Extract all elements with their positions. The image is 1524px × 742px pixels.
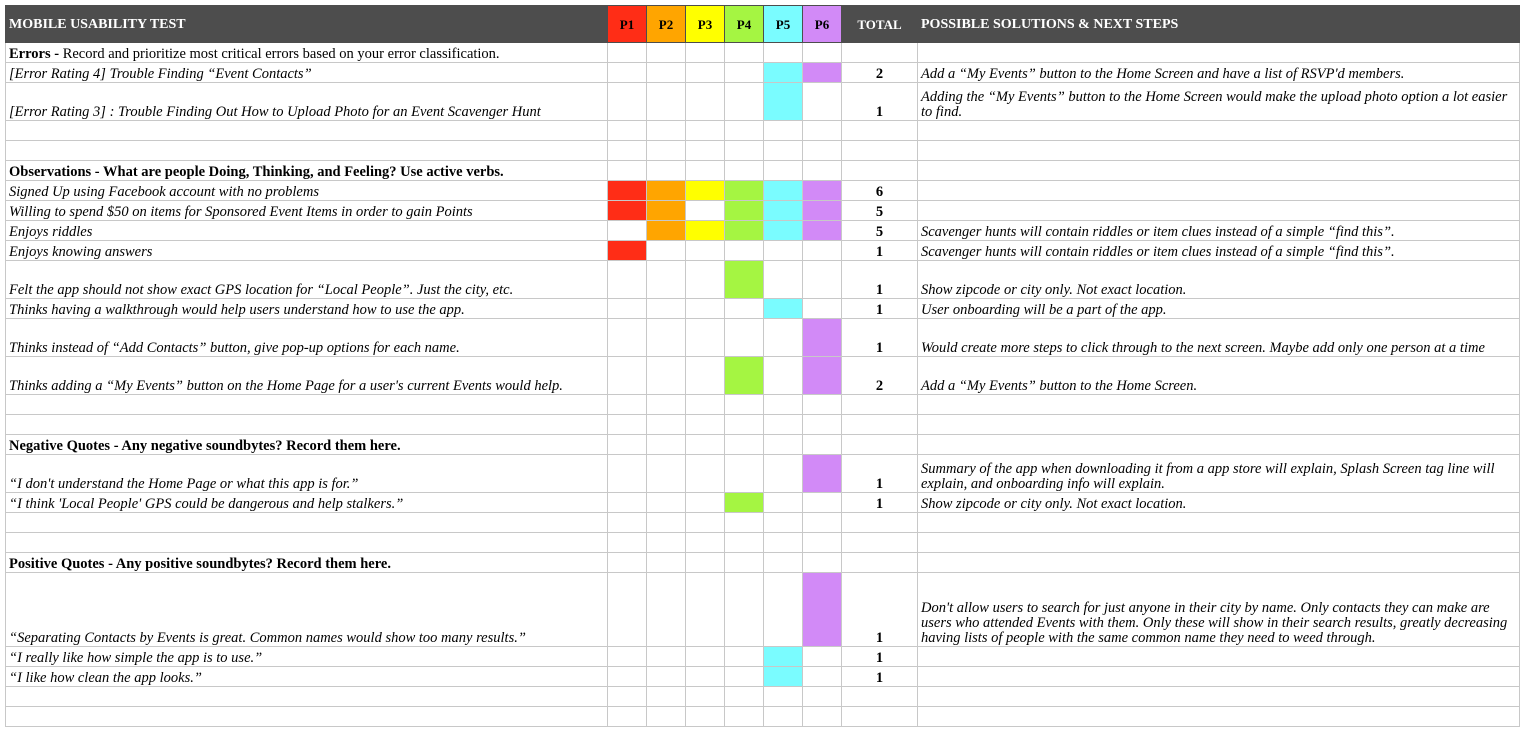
- table-row: [6, 667, 1520, 687]
- observation-label: Willing to spend $50 on items for Sponsored Event Items in order to gain Points: [6, 201, 608, 221]
- participant-mark-p4: [725, 181, 764, 201]
- participant-mark-p2: [647, 83, 686, 121]
- empty-cell: [686, 533, 725, 553]
- empty-cell: [608, 435, 647, 455]
- table-row: [6, 241, 1520, 261]
- participant-mark-p2: [647, 221, 686, 241]
- empty-cell: [918, 43, 1520, 63]
- participant-header-p4: P4: [725, 6, 764, 43]
- section-row: [6, 435, 1520, 455]
- empty-cell: [764, 415, 803, 435]
- participant-mark-p5: [764, 319, 803, 357]
- empty-cell: [918, 435, 1520, 455]
- solution-text: Scavenger hunts will contain riddles or item clues instead of a simple “find this”.: [918, 241, 1520, 261]
- participant-mark-p5: [764, 221, 803, 241]
- empty-cell: [686, 553, 725, 573]
- row-total: 1: [842, 667, 918, 687]
- participant-mark-p1: [608, 201, 647, 221]
- empty-cell: [686, 161, 725, 181]
- empty-cell: [803, 121, 842, 141]
- participant-mark-p3: [686, 299, 725, 319]
- participant-mark-p1: [608, 241, 647, 261]
- empty-cell: [764, 707, 803, 727]
- observation-label: [Error Rating 4] Trouble Finding “Event Contacts”: [6, 63, 608, 83]
- participant-mark-p4: [725, 573, 764, 647]
- participant-mark-p3: [686, 667, 725, 687]
- participant-mark-p6: [803, 493, 842, 513]
- empty-cell: [6, 533, 608, 553]
- empty-cell: [764, 687, 803, 707]
- empty-cell: [803, 435, 842, 455]
- empty-cell: [647, 161, 686, 181]
- row-total: 2: [842, 63, 918, 83]
- solution-text: Don't allow users to search for just anyone in their city by name. Only contacts they can make are users who attended Events with them. Only these will show in their search results, greatly decreasing having lists of people with the same common name they need to weed through.: [918, 573, 1520, 647]
- empty-cell: [608, 121, 647, 141]
- participant-mark-p5: [764, 455, 803, 493]
- empty-cell: [918, 395, 1520, 415]
- participant-mark-p2: [647, 241, 686, 261]
- table-row: [6, 299, 1520, 319]
- empty-cell: [647, 687, 686, 707]
- empty-cell: [725, 121, 764, 141]
- participant-mark-p3: [686, 241, 725, 261]
- observation-label: “I don't understand the Home Page or what this app is for.”: [6, 455, 608, 493]
- table-row: [6, 201, 1520, 221]
- empty-cell: [725, 513, 764, 533]
- empty-cell: [686, 415, 725, 435]
- empty-cell: [608, 533, 647, 553]
- empty-cell: [647, 553, 686, 573]
- section-title: Errors -: [9, 46, 63, 62]
- empty-cell: [6, 707, 608, 727]
- participant-mark-p6: [803, 181, 842, 201]
- section-description: What are people Doing, Thinking, and Feeling? Use active verbs.: [103, 164, 504, 180]
- participant-mark-p5: [764, 493, 803, 513]
- participant-mark-p5: [764, 201, 803, 221]
- empty-cell: [725, 553, 764, 573]
- observation-label: Felt the app should not show exact GPS location for “Local People”. Just the city, etc.: [6, 261, 608, 299]
- empty-cell: [803, 553, 842, 573]
- participant-mark-p4: [725, 647, 764, 667]
- total-header: TOTAL: [842, 6, 918, 43]
- participant-mark-p2: [647, 181, 686, 201]
- participant-mark-p2: [647, 357, 686, 395]
- participant-mark-p5: [764, 573, 803, 647]
- section-label-cell: [6, 161, 608, 181]
- participant-mark-p4: [725, 319, 764, 357]
- empty-cell: [686, 687, 725, 707]
- empty-cell: [842, 513, 918, 533]
- row-total: 1: [842, 83, 918, 121]
- empty-cell: [764, 553, 803, 573]
- empty-cell: [764, 513, 803, 533]
- participant-mark-p5: [764, 181, 803, 201]
- participant-mark-p4: [725, 455, 764, 493]
- section-label-cell: [6, 43, 608, 63]
- participant-mark-p2: [647, 299, 686, 319]
- empty-cell: [686, 707, 725, 727]
- empty-cell: [608, 43, 647, 63]
- participant-mark-p6: [803, 83, 842, 121]
- empty-cell: [725, 161, 764, 181]
- observation-label: [Error Rating 3] : Trouble Finding Out How to Upload Photo for an Event Scavenger Hunt: [6, 83, 608, 121]
- section-description: Any negative soundbytes? Record them here.: [121, 438, 401, 454]
- solution-text: Scavenger hunts will contain riddles or item clues instead of a simple “find this”.: [918, 221, 1520, 241]
- observation-label: Enjoys knowing answers: [6, 241, 608, 261]
- empty-cell: [918, 707, 1520, 727]
- solution-text: Add a “My Events” button to the Home Screen and have a list of RSVP'd members.: [918, 63, 1520, 83]
- solution-text: Adding the “My Events” button to the Home Screen would make the upload photo option a lot easier to find.: [918, 83, 1520, 121]
- empty-cell: [803, 513, 842, 533]
- blank-row: [6, 141, 1520, 161]
- empty-cell: [764, 161, 803, 181]
- participant-mark-p2: [647, 647, 686, 667]
- participant-mark-p5: [764, 647, 803, 667]
- empty-cell: [647, 141, 686, 161]
- participant-mark-p3: [686, 357, 725, 395]
- row-total: 5: [842, 221, 918, 241]
- empty-cell: [608, 141, 647, 161]
- table-row: [6, 181, 1520, 201]
- row-total: 1: [842, 261, 918, 299]
- empty-cell: [608, 395, 647, 415]
- participant-mark-p4: [725, 261, 764, 299]
- empty-cell: [6, 141, 608, 161]
- participant-mark-p4: [725, 493, 764, 513]
- participant-mark-p6: [803, 455, 842, 493]
- row-total: 6: [842, 181, 918, 201]
- observation-label: Thinks instead of “Add Contacts” button, give pop-up options for each name.: [6, 319, 608, 357]
- participant-mark-p5: [764, 299, 803, 319]
- row-total: 1: [842, 319, 918, 357]
- empty-cell: [686, 395, 725, 415]
- participant-mark-p1: [608, 455, 647, 493]
- solutions-header: POSSIBLE SOLUTIONS & NEXT STEPS: [918, 6, 1520, 43]
- participant-mark-p3: [686, 647, 725, 667]
- section-label-cell: [6, 553, 608, 573]
- participant-mark-p3: [686, 221, 725, 241]
- blank-row: [6, 707, 1520, 727]
- empty-cell: [842, 121, 918, 141]
- empty-cell: [764, 43, 803, 63]
- solution-text: Show zipcode or city only. Not exact location.: [918, 261, 1520, 299]
- empty-cell: [608, 553, 647, 573]
- participant-mark-p6: [803, 261, 842, 299]
- section-description: Record and prioritize most critical errors based on your error classification.: [62, 46, 500, 62]
- participant-mark-p4: [725, 667, 764, 687]
- blank-row: [6, 395, 1520, 415]
- empty-cell: [608, 513, 647, 533]
- participant-mark-p3: [686, 63, 725, 83]
- empty-cell: [918, 513, 1520, 533]
- participant-mark-p2: [647, 63, 686, 83]
- solution-text: Add a “My Events” button to the Home Screen.: [918, 357, 1520, 395]
- section-description: Any positive soundbytes? Record them here.: [115, 556, 391, 572]
- participant-mark-p5: [764, 667, 803, 687]
- empty-cell: [803, 415, 842, 435]
- empty-cell: [608, 687, 647, 707]
- row-total: 5: [842, 201, 918, 221]
- empty-cell: [842, 395, 918, 415]
- empty-cell: [842, 415, 918, 435]
- solution-text: Summary of the app when downloading it from a app store will explain, Splash Screen tag line will explain, and onboarding info will explain.: [918, 455, 1520, 493]
- empty-cell: [842, 533, 918, 553]
- section-label-cell: [6, 435, 608, 455]
- sheet-body: [6, 43, 1520, 727]
- participant-mark-p6: [803, 63, 842, 83]
- empty-cell: [803, 43, 842, 63]
- participant-mark-p1: [608, 261, 647, 299]
- table-row: [6, 493, 1520, 513]
- participant-mark-p1: [608, 83, 647, 121]
- participant-mark-p4: [725, 83, 764, 121]
- participant-mark-p4: [725, 201, 764, 221]
- observation-label: “I think 'Local People' GPS could be dangerous and help stalkers.”: [6, 493, 608, 513]
- empty-cell: [764, 533, 803, 553]
- participant-mark-p1: [608, 299, 647, 319]
- empty-cell: [647, 435, 686, 455]
- empty-cell: [803, 707, 842, 727]
- section-title: Observations -: [9, 164, 103, 180]
- participant-mark-p2: [647, 319, 686, 357]
- empty-cell: [842, 553, 918, 573]
- table-row: [6, 319, 1520, 357]
- row-total: 1: [842, 647, 918, 667]
- empty-cell: [725, 687, 764, 707]
- participant-mark-p5: [764, 63, 803, 83]
- empty-cell: [764, 121, 803, 141]
- solution-text: Show zipcode or city only. Not exact location.: [918, 493, 1520, 513]
- empty-cell: [725, 435, 764, 455]
- solution-text: [918, 201, 1520, 221]
- empty-cell: [6, 121, 608, 141]
- participant-mark-p5: [764, 241, 803, 261]
- participant-mark-p6: [803, 357, 842, 395]
- empty-cell: [647, 43, 686, 63]
- participant-mark-p5: [764, 357, 803, 395]
- participant-mark-p2: [647, 261, 686, 299]
- empty-cell: [918, 161, 1520, 181]
- observation-label: Signed Up using Facebook account with no problems: [6, 181, 608, 201]
- participant-mark-p4: [725, 357, 764, 395]
- participant-mark-p2: [647, 493, 686, 513]
- table-row: [6, 455, 1520, 493]
- participant-mark-p3: [686, 181, 725, 201]
- empty-cell: [725, 707, 764, 727]
- participant-mark-p2: [647, 455, 686, 493]
- empty-cell: [6, 415, 608, 435]
- empty-cell: [842, 43, 918, 63]
- participant-mark-p4: [725, 241, 764, 261]
- participant-mark-p1: [608, 63, 647, 83]
- participant-mark-p3: [686, 573, 725, 647]
- table-row: [6, 357, 1520, 395]
- participant-header-p3: P3: [686, 6, 725, 43]
- empty-cell: [686, 43, 725, 63]
- empty-cell: [918, 415, 1520, 435]
- participant-mark-p2: [647, 201, 686, 221]
- solution-text: Would create more steps to click through to the next screen. Maybe add only one person at a time: [918, 319, 1520, 357]
- empty-cell: [725, 395, 764, 415]
- participant-mark-p1: [608, 221, 647, 241]
- solution-text: [918, 667, 1520, 687]
- empty-cell: [608, 415, 647, 435]
- section-title: Positive Quotes -: [9, 556, 116, 572]
- participant-mark-p1: [608, 647, 647, 667]
- empty-cell: [647, 533, 686, 553]
- empty-cell: [686, 435, 725, 455]
- section-row: [6, 553, 1520, 573]
- table-row: [6, 573, 1520, 647]
- observation-label: Thinks adding a “My Events” button on the Home Page for a user's current Events would help.: [6, 357, 608, 395]
- participant-mark-p6: [803, 201, 842, 221]
- observation-label: “I like how clean the app looks.”: [6, 667, 608, 687]
- participant-mark-p6: [803, 573, 842, 647]
- blank-row: [6, 415, 1520, 435]
- participant-mark-p3: [686, 201, 725, 221]
- table-row: [6, 261, 1520, 299]
- usability-test-sheet: [5, 5, 1520, 727]
- participant-mark-p2: [647, 667, 686, 687]
- empty-cell: [647, 707, 686, 727]
- participant-mark-p1: [608, 493, 647, 513]
- empty-cell: [6, 687, 608, 707]
- solution-text: [918, 647, 1520, 667]
- empty-cell: [764, 435, 803, 455]
- empty-cell: [647, 513, 686, 533]
- empty-cell: [918, 687, 1520, 707]
- empty-cell: [608, 161, 647, 181]
- empty-cell: [647, 415, 686, 435]
- participant-header-p2: P2: [647, 6, 686, 43]
- participant-header-p5: P5: [764, 6, 803, 43]
- participant-mark-p4: [725, 221, 764, 241]
- empty-cell: [803, 687, 842, 707]
- participant-mark-p3: [686, 455, 725, 493]
- empty-cell: [647, 121, 686, 141]
- empty-cell: [803, 395, 842, 415]
- solution-text: User onboarding will be a part of the app.: [918, 299, 1520, 319]
- sheet-title: MOBILE USABILITY TEST: [6, 6, 608, 43]
- empty-cell: [918, 121, 1520, 141]
- participant-mark-p3: [686, 83, 725, 121]
- observation-label: “Separating Contacts by Events is great. Common names would show too many results.”: [6, 573, 608, 647]
- observation-label: Thinks having a walkthrough would help users understand how to use the app.: [6, 299, 608, 319]
- participant-mark-p6: [803, 299, 842, 319]
- blank-row: [6, 687, 1520, 707]
- participant-header-p1: P1: [608, 6, 647, 43]
- empty-cell: [918, 141, 1520, 161]
- observation-label: Enjoys riddles: [6, 221, 608, 241]
- table-row: [6, 647, 1520, 667]
- section-row: [6, 43, 1520, 63]
- participant-mark-p1: [608, 667, 647, 687]
- section-title: Negative Quotes -: [9, 438, 122, 454]
- empty-cell: [725, 43, 764, 63]
- row-total: 1: [842, 573, 918, 647]
- participant-mark-p1: [608, 573, 647, 647]
- table-row: [6, 83, 1520, 121]
- empty-cell: [725, 141, 764, 161]
- participant-header-p6: P6: [803, 6, 842, 43]
- participant-mark-p1: [608, 357, 647, 395]
- participant-mark-p3: [686, 493, 725, 513]
- participant-mark-p6: [803, 241, 842, 261]
- empty-cell: [686, 141, 725, 161]
- solution-text: [918, 181, 1520, 201]
- empty-cell: [842, 141, 918, 161]
- participant-mark-p1: [608, 181, 647, 201]
- participant-mark-p4: [725, 299, 764, 319]
- blank-row: [6, 513, 1520, 533]
- empty-cell: [686, 121, 725, 141]
- empty-cell: [725, 533, 764, 553]
- participant-mark-p6: [803, 319, 842, 357]
- empty-cell: [764, 141, 803, 161]
- table-row: [6, 221, 1520, 241]
- empty-cell: [918, 533, 1520, 553]
- empty-cell: [686, 513, 725, 533]
- empty-cell: [725, 415, 764, 435]
- section-row: [6, 161, 1520, 181]
- empty-cell: [764, 395, 803, 415]
- header-row: [6, 6, 1520, 43]
- empty-cell: [803, 141, 842, 161]
- empty-cell: [842, 707, 918, 727]
- empty-cell: [803, 161, 842, 181]
- participant-mark-p3: [686, 261, 725, 299]
- blank-row: [6, 533, 1520, 553]
- empty-cell: [608, 707, 647, 727]
- empty-cell: [647, 395, 686, 415]
- row-total: 2: [842, 357, 918, 395]
- participant-mark-p6: [803, 221, 842, 241]
- empty-cell: [6, 395, 608, 415]
- participant-mark-p5: [764, 83, 803, 121]
- empty-cell: [803, 533, 842, 553]
- row-total: 1: [842, 241, 918, 261]
- row-total: 1: [842, 455, 918, 493]
- empty-cell: [6, 513, 608, 533]
- row-total: 1: [842, 493, 918, 513]
- participant-mark-p4: [725, 63, 764, 83]
- participant-mark-p3: [686, 319, 725, 357]
- row-total: 1: [842, 299, 918, 319]
- participant-mark-p2: [647, 573, 686, 647]
- observation-label: “I really like how simple the app is to use.”: [6, 647, 608, 667]
- blank-row: [6, 121, 1520, 141]
- participant-mark-p6: [803, 667, 842, 687]
- participant-mark-p5: [764, 261, 803, 299]
- empty-cell: [842, 161, 918, 181]
- table-row: [6, 63, 1520, 83]
- empty-cell: [918, 553, 1520, 573]
- empty-cell: [842, 435, 918, 455]
- empty-cell: [842, 687, 918, 707]
- participant-mark-p1: [608, 319, 647, 357]
- participant-mark-p6: [803, 647, 842, 667]
